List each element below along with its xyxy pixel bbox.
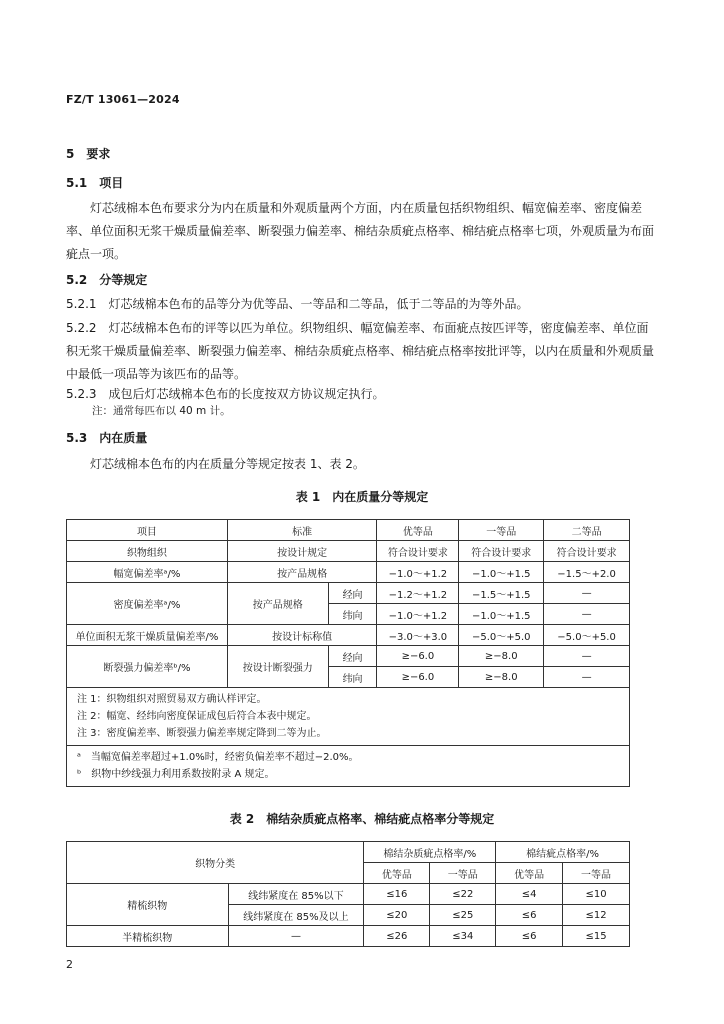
table-cell: −5.0～+5.0 <box>459 625 544 646</box>
table-note: 注 3：密度偏差率、断裂强力偏差率规定降到二等为止。 <box>77 728 327 739</box>
section-5-2-2-paragraph: 5.2.2 灯芯绒棉本色布的评等以匹为单位。织物组织、幅宽偏差率、布面疵点按匹评等，密度偏差率、单位面积无浆干燥质量偏差率、断裂强力偏差率、棉结杂质疵点格率、棉结疵点格率按批评等，以内在质量和外观质量中最低一项品等为该匹布的品等。 <box>66 321 655 381</box>
table-cell: −1.0～+1.5 <box>459 562 544 583</box>
table-cell: ≤22 <box>430 884 496 905</box>
table-cell: 断裂强力偏差率ᵇ/% <box>67 646 228 688</box>
section-5-3-heading: 5.3 内在质量 <box>66 431 148 445</box>
table-cell: 密度偏差率ᵃ/% <box>67 583 228 625</box>
table-cell: 半精梳织物 <box>67 926 229 947</box>
table-cell: ≤4 <box>496 884 563 905</box>
table-header-cell: 优等品 <box>364 863 430 884</box>
section-5-2-1-paragraph: 5.2.1 灯芯绒棉本色布的品等分为优等品、一等品和二等品，低于二等品的为等外品。 <box>66 297 529 311</box>
table-cell: ≥−8.0 <box>459 646 544 667</box>
section-5-1-heading: 5.1 项目 <box>66 176 124 190</box>
table-row <box>67 926 630 947</box>
table-cell: 精梳织物 <box>67 884 229 926</box>
table-cell: 符合设计要求 <box>377 541 459 562</box>
table-cell: ≤20 <box>364 905 430 926</box>
table-header-cell: 一等品 <box>563 863 630 884</box>
table-header-cell: 二等品 <box>544 520 630 541</box>
table-cell: 符合设计要求 <box>544 541 630 562</box>
table-footnote: ᵃ 当幅宽偏差率超过+1.0%时，经密负偏差率不超过−2.0%。 <box>77 752 359 763</box>
section-5-2-heading: 5.2 分等规定 <box>66 273 148 287</box>
table-cell: ≥−6.0 <box>377 646 459 667</box>
table-row <box>67 884 630 905</box>
table-1 <box>66 519 630 787</box>
table-notes-row <box>67 688 630 746</box>
table-header-cell: 一等品 <box>459 520 544 541</box>
table-cell: −1.5～+2.0 <box>544 562 630 583</box>
table-cell: 按设计标称值 <box>227 625 377 646</box>
table-header-cell: 标准 <box>227 520 377 541</box>
table-header-cell: 织物分类 <box>67 842 364 884</box>
table-cell: 符合设计要求 <box>459 541 544 562</box>
table-cell: — <box>544 604 630 625</box>
table-header-cell: 优等品 <box>496 863 563 884</box>
table-cell: ≤26 <box>364 926 430 947</box>
table-cell: −3.0～+3.0 <box>377 625 459 646</box>
table-cell: — <box>544 667 630 688</box>
table-cell: 纬向 <box>328 604 377 625</box>
section-5-1-paragraph: 灯芯绒棉本色布要求分为内在质量和外观质量两个方面，内在质量包括织物组织、幅宽偏差率、密度偏差率、单位面积无浆干燥质量偏差率、断裂强力偏差率、棉结杂质疵点格率、棉结疵点格率七项，外观质量为布面疵点一项。 <box>66 201 655 261</box>
table-note: 注 2：幅宽、经纬向密度保证成包后符合本表中规定。 <box>77 711 317 722</box>
table-cell: 按产品规格 <box>227 562 377 583</box>
table-cell: 线纬紧度在 85%以下 <box>228 884 364 905</box>
table-cell: −1.0～+1.2 <box>377 604 459 625</box>
table-cell: 织物组织 <box>67 541 228 562</box>
table-cell: ≥−6.0 <box>377 667 459 688</box>
table-cell: ≥−8.0 <box>459 667 544 688</box>
table-2 <box>66 841 630 947</box>
table-cell: ≤12 <box>563 905 630 926</box>
table-cell: ≤6 <box>496 926 563 947</box>
table-row <box>67 583 630 604</box>
table-cell: — <box>544 583 630 604</box>
section-5-heading: 5 要求 <box>66 147 111 161</box>
table-footnotes <box>67 746 630 787</box>
table-cell: ≤34 <box>430 926 496 947</box>
section-5-2-3-note: 注：通常每匹布以 40 m 计。 <box>92 405 231 417</box>
section-5-2-3-paragraph: 5.2.3 成包后灯芯绒棉本色布的长度按双方协议规定执行。 <box>66 387 385 401</box>
table-row <box>67 842 630 863</box>
table-row <box>67 520 630 541</box>
table-row <box>67 646 630 667</box>
table-cell: 按设计断裂强力 <box>227 646 328 688</box>
table-footnotes-row <box>67 746 630 787</box>
table-1-caption: 表 1 内在质量分等规定 <box>295 490 429 504</box>
table-note: 注 1：织物组织对照贸易双方确认样评定。 <box>77 694 267 705</box>
table-row <box>67 541 630 562</box>
standard-code: FZ/T 13061—2024 <box>66 93 180 106</box>
table-header-cell: 项目 <box>67 520 228 541</box>
table-row <box>67 625 630 646</box>
table-cell: 经向 <box>328 583 377 604</box>
table-cell: −1.5～+1.5 <box>459 583 544 604</box>
table-cell: 按设计规定 <box>227 541 377 562</box>
table-cell: 线纬紧度在 85%及以上 <box>228 905 364 926</box>
table-cell: 单位面积无浆干燥质量偏差率/% <box>67 625 228 646</box>
table-cell: −1.0～+1.5 <box>459 604 544 625</box>
table-cell: ≤15 <box>563 926 630 947</box>
table-header-cell: 棉结杂质疵点格率/% <box>364 842 496 863</box>
table-cell: — <box>544 646 630 667</box>
table-cell: 经向 <box>328 646 377 667</box>
section-5-3-paragraph: 灯芯绒棉本色布的内在质量分等规定按表 1、表 2。 <box>90 457 365 471</box>
table-cell: −5.0～+5.0 <box>544 625 630 646</box>
table-cell: ≤10 <box>563 884 630 905</box>
table-cell: −1.0～+1.2 <box>377 562 459 583</box>
table-row <box>67 562 630 583</box>
table-footnote: ᵇ 织物中纱线强力利用系数按附录 A 规定。 <box>77 769 275 780</box>
table-header-cell: 优等品 <box>377 520 459 541</box>
table-cell: ≤6 <box>496 905 563 926</box>
table-cell: 纬向 <box>328 667 377 688</box>
table-cell: −1.2～+1.2 <box>377 583 459 604</box>
table-cell: — <box>228 926 364 947</box>
table-cell: ≤25 <box>430 905 496 926</box>
table-header-cell: 棉结疵点格率/% <box>496 842 630 863</box>
table-cell: 幅宽偏差率ᵃ/% <box>67 562 228 583</box>
page-number: 2 <box>66 958 73 971</box>
table-notes <box>67 688 630 746</box>
table-2-caption: 表 2 棉结杂质疵点格率、棉结疵点格率分等规定 <box>229 812 495 826</box>
table-header-cell: 一等品 <box>430 863 496 884</box>
table-cell: ≤16 <box>364 884 430 905</box>
table-cell: 按产品规格 <box>227 583 328 625</box>
